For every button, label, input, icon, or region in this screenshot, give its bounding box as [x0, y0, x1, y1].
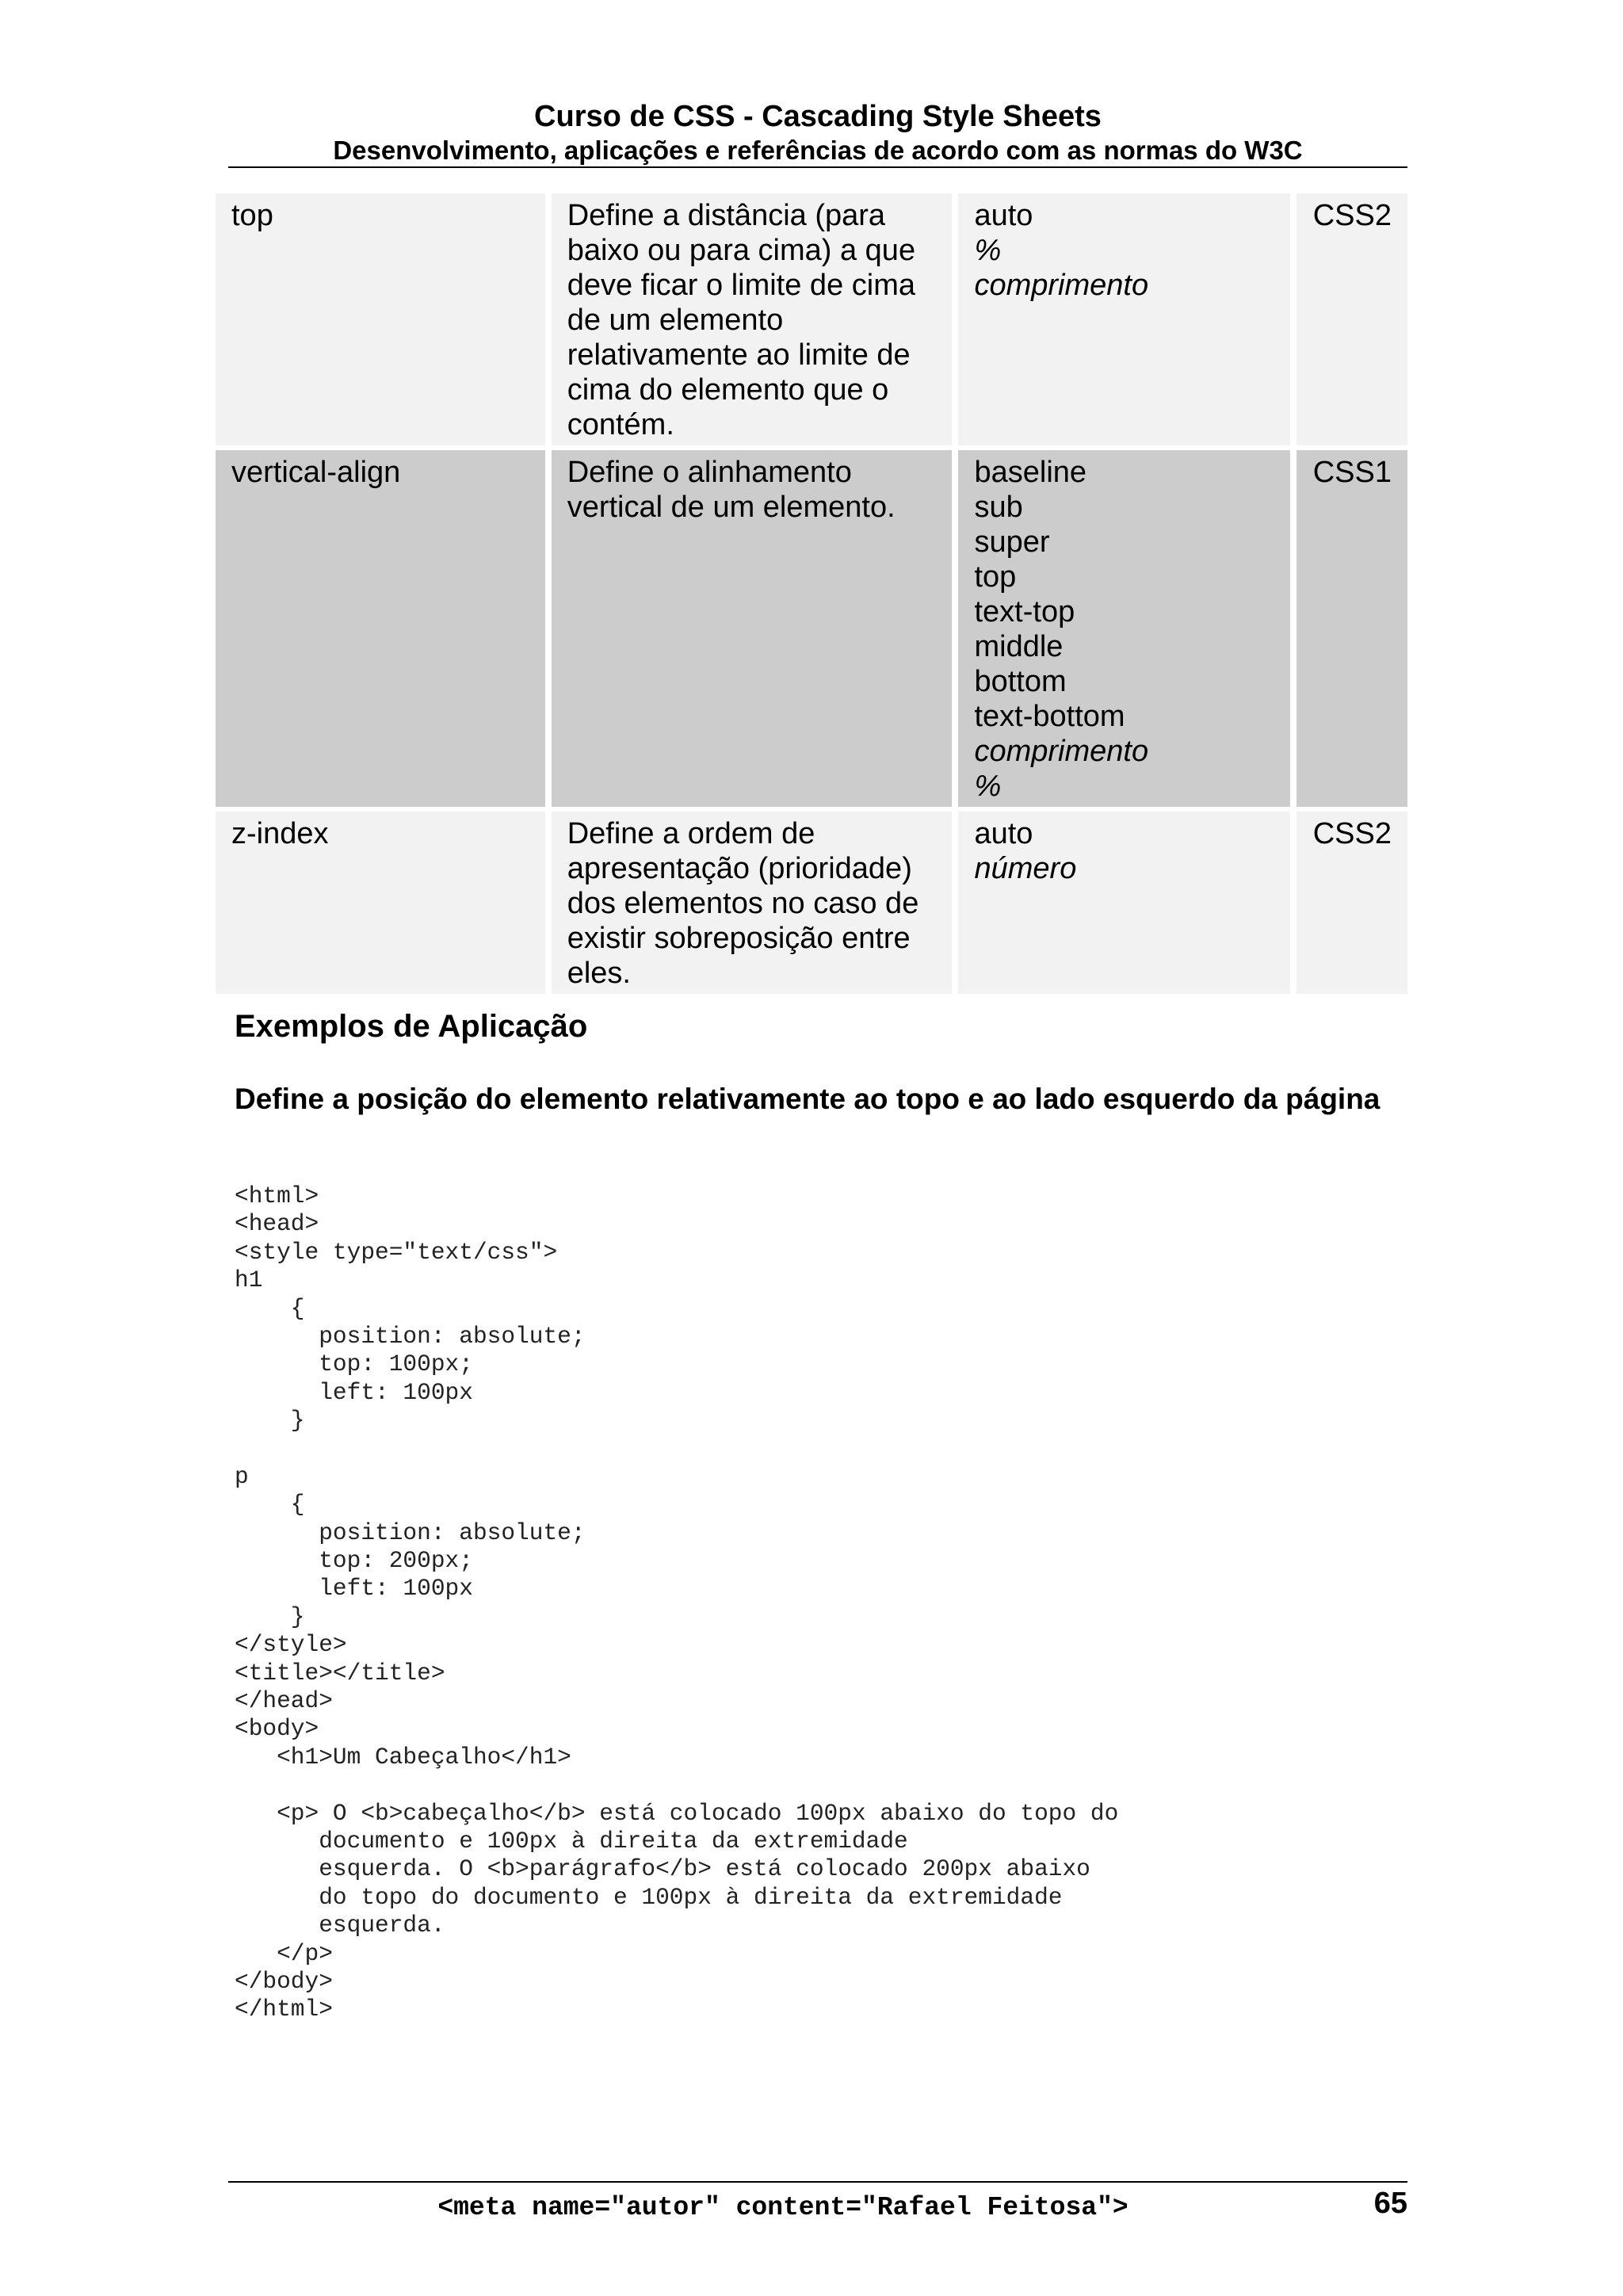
code-line: </head>: [235, 1687, 333, 1715]
page-number: 65: [1373, 2187, 1407, 2220]
code-line: <head>: [235, 1210, 319, 1238]
table-row: [216, 193, 1407, 445]
footer-meta-tag: <meta name="autor" content="Rafael Feitosa">: [437, 2193, 1128, 2222]
code-line: }: [235, 1407, 305, 1435]
css-properties-table: [209, 189, 1414, 999]
code-line: }: [235, 1603, 305, 1630]
property-values-cell: [958, 450, 1290, 807]
code-line: <title></title>: [235, 1659, 445, 1687]
property-values-cell: [958, 193, 1290, 445]
property-value: baseline: [974, 456, 1087, 489]
code-line: [235, 1435, 1118, 1463]
table-body: [216, 193, 1407, 994]
property-value: text-top: [974, 595, 1075, 628]
property-description-cell: Define a distância (para baixo ou para cima) a que deve ficar o limite de cima de um elemento relativamente ao limite de cima do elemento que o contém.: [552, 193, 953, 445]
code-line: documento e 100px à direita da extremidade: [235, 1827, 908, 1855]
header-divider: [228, 166, 1407, 168]
code-line: top: 200px;: [235, 1547, 473, 1575]
code-line: </p>: [235, 1939, 333, 1967]
code-line: left: 100px: [235, 1575, 473, 1603]
property-value: bottom: [974, 665, 1067, 698]
code-line: [235, 1771, 1118, 1799]
code-line: </html>: [235, 1996, 333, 2023]
code-line: <style type="text/css">: [235, 1238, 558, 1266]
css-version-cell: CSS1: [1296, 450, 1407, 807]
code-line: p: [235, 1462, 249, 1490]
code-line: top: 100px;: [235, 1350, 473, 1378]
document-title: Curso de CSS - Cascading Style Sheets: [534, 100, 1102, 133]
property-value: super: [974, 525, 1050, 559]
code-line: {: [235, 1294, 305, 1322]
property-value: middle: [974, 630, 1064, 663]
code-line: esquerda.: [235, 1912, 445, 1939]
code-line: </style>: [235, 1631, 347, 1659]
property-value: text-bottom: [974, 700, 1125, 733]
code-line: h1: [235, 1266, 263, 1294]
section-title: Exemplos de Aplicação: [235, 1009, 588, 1044]
property-description-cell: Define o alinhamento vertical de um elemento.: [552, 450, 953, 807]
code-line: esquerda. O <b>parágrafo</b> está colocado 200px abaixo: [235, 1855, 1090, 1883]
code-line: </body>: [235, 1967, 333, 1995]
property-name-cell: z-index: [216, 812, 545, 994]
code-line: left: 100px: [235, 1378, 473, 1406]
table-row: [216, 812, 1407, 994]
table-row: [216, 450, 1407, 807]
property-name-cell: top: [216, 193, 545, 445]
code-line: <html>: [235, 1182, 319, 1209]
property-description-cell: Define a ordem de apresentação (prioridade) dos elementos no caso de existir sobreposição entre eles.: [552, 812, 953, 994]
code-line: position: absolute;: [235, 1322, 586, 1350]
code-example: [235, 1182, 1118, 2024]
code-line: {: [235, 1491, 305, 1519]
css-version-cell: CSS2: [1296, 812, 1407, 994]
property-value: comprimento: [974, 735, 1149, 768]
property-value: %: [974, 770, 1002, 803]
property-value: %: [974, 234, 1002, 267]
page-header: [228, 98, 1407, 166]
footer-divider: [228, 2181, 1407, 2183]
code-line: <body>: [235, 1715, 319, 1743]
code-line: <h1>Um Cabeçalho</h1>: [235, 1743, 571, 1771]
code-line: <p> O <b>cabeçalho</b> está colocado 100px abaixo do topo do: [235, 1799, 1119, 1827]
property-name-cell: vertical-align: [216, 450, 545, 807]
subsection-title: Define a posição do elemento relativamente ao topo e ao lado esquerdo da página: [235, 1083, 1381, 1115]
document-subtitle: Desenvolvimento, aplicações e referências de acordo com as normas do W3C: [333, 136, 1303, 165]
property-value: número: [974, 852, 1077, 885]
code-line: position: absolute;: [235, 1519, 586, 1546]
css-version-cell: CSS2: [1296, 193, 1407, 445]
code-line: do topo do documento e 100px à direita da extremidade: [235, 1883, 1063, 1911]
property-value: sub: [974, 491, 1023, 524]
property-value: comprimento: [974, 269, 1149, 302]
property-value: auto: [974, 817, 1033, 850]
property-value: top: [974, 560, 1017, 594]
property-value: auto: [974, 199, 1033, 232]
property-values-cell: [958, 812, 1290, 994]
